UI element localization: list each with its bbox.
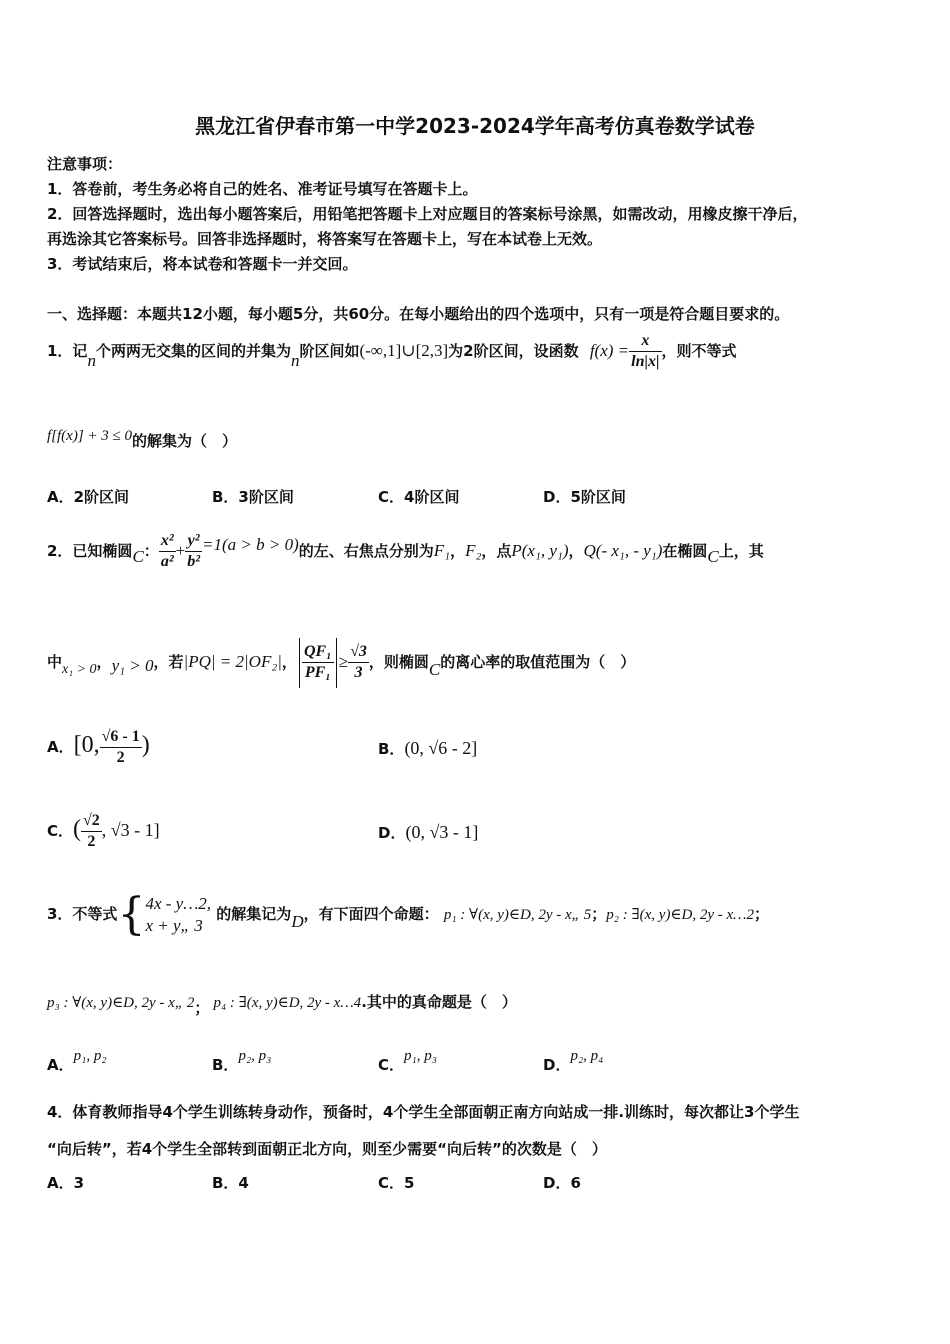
q2-opt-c-right: , √3 - 1] bbox=[101, 820, 160, 840]
q2-x1-positive: x₁ > 0 bbox=[62, 662, 97, 677]
q2-opt-d-value: (0, √3 - 1] bbox=[405, 822, 479, 842]
q2-text: 的离心率的取值范围为（ ） bbox=[440, 653, 636, 671]
q3-sep: ； bbox=[591, 905, 607, 923]
q2-numerator: x² bbox=[159, 531, 176, 552]
q2-denominator: b² bbox=[187, 553, 200, 570]
q1-text: 的解集为（ ） bbox=[132, 432, 238, 450]
q2-ratio bbox=[302, 642, 334, 683]
q4-option-b: B．4 bbox=[212, 1174, 249, 1192]
q3-option-value: p₁, p₃ bbox=[404, 1048, 437, 1064]
q2-numerator: y² bbox=[185, 531, 202, 552]
q2-denominator: 2 bbox=[87, 833, 96, 850]
q2-text: 2．已知椭圆 bbox=[47, 542, 133, 560]
q3-text: .其中的真命题是（ ） bbox=[361, 993, 517, 1011]
q2-sep: ， bbox=[96, 653, 112, 671]
q2-ellipse-c: C bbox=[707, 547, 719, 566]
q3-system-line: 4x - y…2, bbox=[145, 893, 212, 913]
q2-frac-y bbox=[185, 531, 202, 572]
q2-opt-a-frac bbox=[100, 727, 142, 768]
q3-text: 的解集记为 bbox=[216, 905, 292, 923]
question-4-stem: 4．体育教师指导4个学生训练转身动作，预备时，4个学生全部面朝正南方向站成一排.训练时，每次都让3个学生 bbox=[47, 1103, 800, 1121]
q2-text: 中 bbox=[47, 653, 63, 671]
q3-text: 3．不等式 bbox=[47, 905, 118, 923]
q2-text: ， bbox=[281, 653, 297, 671]
q2-opt-c-left: ( bbox=[73, 816, 82, 842]
q2-opt-a-right: ) bbox=[141, 732, 150, 758]
notice-item: 3．考试结束后，将本试卷和答题卡一并交回。 bbox=[47, 255, 358, 273]
question-3-stem: 3．不等式{ 4x - y…2, x + y„ 3 的解集记为D，有下面四个命题： p₁ : ∀(x, y)∈D, 2y - x„ 5；p₂ : ∃(x, y)∈D, 2y - x…2； bbox=[47, 888, 770, 940]
q3-option-d bbox=[543, 1046, 603, 1075]
q2-pq-condition: |PQ| = 2|OF₂| bbox=[183, 652, 282, 671]
notice-item: 1．答卷前，考生务必将自己的姓名、准考证号填写在答题卡上。 bbox=[47, 180, 478, 198]
q2-opt-c-frac bbox=[81, 811, 102, 852]
notice-item: 2．回答选择题时，选出每小题答案后，用铅笔把答题卡上对应题目的答案标号涂黑，如需改动，用橡皮擦干净后， bbox=[47, 205, 808, 223]
q2-sqrt3-over-3 bbox=[348, 642, 369, 683]
q1-inequality: f[f(x)] + 3 ≤ 0 bbox=[47, 428, 133, 444]
q1-option-d: D．5阶区间 bbox=[543, 488, 626, 506]
q1-text: 1．记 bbox=[47, 342, 88, 360]
q2-text: 在椭圆 bbox=[662, 542, 708, 560]
q2-text: ，点 bbox=[481, 542, 512, 560]
q2-option-c bbox=[47, 802, 160, 858]
q3-option-label: B． bbox=[212, 1056, 239, 1074]
q2-ellipse-c: C bbox=[132, 547, 144, 566]
q3-option-value: p₂, p₃ bbox=[238, 1048, 272, 1064]
q4-option-d: D．6 bbox=[543, 1174, 581, 1192]
q2-numerator: √2 bbox=[81, 811, 102, 832]
question-1-stem-cont bbox=[47, 428, 237, 451]
q2-text: 上，其 bbox=[718, 542, 764, 560]
section-heading: 一、选择题：本题共12小题，每小题5分，共60分。在每小题给出的四个选项中，只有一项是符合题目要求的。 bbox=[47, 305, 790, 323]
q2-denominator: 2 bbox=[116, 749, 125, 766]
q2-opt-b-value: (0, √6 - 2] bbox=[404, 738, 478, 758]
q2-sep: ， bbox=[568, 542, 584, 560]
q3-option-label: A． bbox=[47, 1056, 74, 1074]
q1-option-b: B．3阶区间 bbox=[212, 488, 294, 506]
q2-text: 的左、右焦点分别为 bbox=[298, 542, 434, 560]
q2-option-label: C． bbox=[47, 822, 74, 840]
q2-geq: ≥ bbox=[338, 652, 349, 671]
q1-text: 为2阶区间，设函数 bbox=[448, 342, 579, 360]
q2-denominator: 3 bbox=[354, 664, 363, 681]
q3-option-c bbox=[378, 1046, 437, 1075]
q2-option-d bbox=[378, 822, 478, 843]
notice-heading: 注意事项： bbox=[47, 155, 123, 173]
q2-numerator: √6 - 1 bbox=[100, 727, 142, 748]
q3-option-b bbox=[212, 1046, 271, 1075]
q1-denominator: ln|x| bbox=[631, 353, 660, 370]
q3-text: ，有下面四个命题： bbox=[303, 905, 439, 923]
q2-f1: F₁ bbox=[433, 541, 451, 560]
q2-denominator: PF₁ bbox=[304, 664, 331, 681]
q3-option-value: p₂, p₄ bbox=[570, 1048, 604, 1064]
q1-text: 个两两无交集的区间的并集为 bbox=[95, 342, 291, 360]
q3-option-a bbox=[47, 1046, 107, 1075]
notice-item: 再选涂其它答案标号。回答非选择题时，将答案写在答题卡上，写在本试卷上无效。 bbox=[47, 230, 603, 248]
q2-option-label: A． bbox=[47, 738, 74, 756]
q1-function-fraction bbox=[629, 331, 661, 372]
q1-numerator: x bbox=[629, 331, 661, 352]
question-2-stem bbox=[47, 520, 764, 582]
q2-option-a bbox=[47, 718, 150, 774]
q1-option-c: C．4阶区间 bbox=[378, 488, 460, 506]
q2-text: ，则椭圆 bbox=[368, 653, 429, 671]
q2-denominator: a² bbox=[160, 553, 174, 570]
q2-opt-a-left: [0, bbox=[73, 732, 100, 758]
q2-f2: F₂ bbox=[465, 541, 482, 560]
q1-function-lhs: f(x) = bbox=[589, 341, 630, 360]
question-2-stem-cont bbox=[47, 632, 635, 700]
q2-plus: + bbox=[175, 541, 186, 560]
q2-option-label: D． bbox=[378, 824, 406, 842]
q2-text: ，若 bbox=[153, 653, 184, 671]
q3-proposition-p2: p₂ : ∃(x, y)∈D, 2y - x…2 bbox=[606, 907, 755, 923]
q3-proposition-p4: p₄ : ∃(x, y)∈D, 2y - x…4 bbox=[213, 995, 362, 1011]
q2-point-q: Q(- x₁, - y₁) bbox=[583, 541, 663, 560]
q3-option-label: C． bbox=[378, 1056, 405, 1074]
q2-text: ： bbox=[143, 542, 159, 560]
page-title: 黑龙江省伊春市第一中学2023-2024学年高考仿真卷数学试卷 bbox=[195, 114, 755, 138]
q3-option-label: D． bbox=[543, 1056, 571, 1074]
q2-option-label: B． bbox=[378, 740, 405, 758]
q2-frac-x bbox=[159, 531, 176, 572]
q3-proposition-p3: p₃ : ∀(x, y)∈D, 2y - x„ 2 bbox=[47, 995, 195, 1011]
q3-system-line: x + y„ 3 bbox=[145, 915, 203, 935]
q1-text: ，则不等式 bbox=[661, 342, 737, 360]
q3-set-d: D bbox=[291, 912, 304, 931]
q1-var-n: n bbox=[87, 351, 96, 370]
q1-interval: (-∞,1]∪[2,3] bbox=[359, 341, 449, 360]
q2-numerator: QF₁ bbox=[302, 642, 334, 663]
q4-option-a: A．3 bbox=[47, 1174, 85, 1192]
q2-point-p: P(x₁, y₁) bbox=[511, 541, 569, 560]
q3-system bbox=[145, 893, 211, 937]
q2-ellipse-c: C bbox=[428, 660, 441, 679]
q1-var-n: n bbox=[290, 351, 300, 370]
q2-numerator: √3 bbox=[348, 642, 369, 663]
q2-y1-positive: y₁ > 0 bbox=[111, 656, 154, 675]
q3-proposition-p1: p₁ : ∀(x, y)∈D, 2y - x„ 5 bbox=[443, 907, 592, 923]
q4-option-c: C．5 bbox=[378, 1174, 415, 1192]
q1-text: 阶区间如 bbox=[299, 342, 360, 360]
question-1-stem bbox=[47, 328, 737, 384]
q2-condition: =1(a > b > 0) bbox=[202, 535, 299, 554]
q2-sep: ， bbox=[450, 542, 466, 560]
q3-option-value: p₁, p₂ bbox=[73, 1048, 107, 1064]
q1-option-a: A．2阶区间 bbox=[47, 488, 130, 506]
question-3-stem-cont bbox=[47, 982, 517, 1028]
q2-option-b bbox=[378, 738, 477, 759]
question-4-stem-cont: “向后转”，若4个学生全部转到面朝正北方向，则至少需要“向后转”的次数是（ ） bbox=[47, 1140, 607, 1158]
q3-sep: ； bbox=[194, 999, 210, 1017]
q3-sep: ； bbox=[754, 905, 770, 923]
